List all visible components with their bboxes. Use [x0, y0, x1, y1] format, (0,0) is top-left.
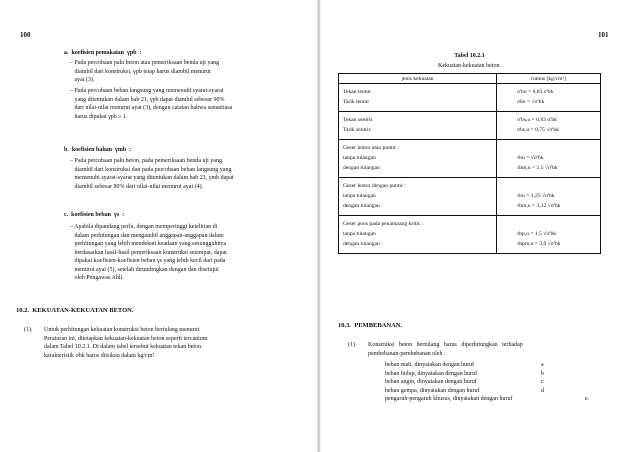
strength-table — [338, 73, 601, 254]
strength-formula: σ'bu = 0,83 σ'bk — [517, 89, 554, 95]
section-10-2-para-number: (1). — [24, 327, 33, 333]
strength-type-label: Tekan sentris — [343, 117, 373, 123]
strength-type-cell — [339, 84, 497, 112]
col-header-formula: rumus [kg/cm²] — [497, 74, 601, 84]
item-b-bullet-1: – Pada percobaan palu beton, pada pemeriksaan benda uji yang diambil dari konstruksi dan pada percobaan beban langsung yang memenuhi syarat-syarat yang ditentukan dalam bab 21, γmb dapat diambil sebesar 80% dari nilai-nilai menurut ayat (4). — [70, 158, 234, 190]
table-row — [339, 216, 601, 254]
strength-formula: σ'bs,u = 0,83 σ'bk — [517, 117, 557, 123]
item-c-title: c. koefisien beban γs : — [64, 212, 125, 218]
strength-formula: σbs,u = 0,75 √σ'bk — [517, 127, 560, 133]
table-title: Tabel 10.2.1 — [454, 53, 485, 59]
strength-formula-cell — [497, 178, 601, 216]
load-item-label: beban angin, dinyatakan dengan huruf — [385, 379, 477, 385]
section-10-2-paragraph: Untuk perhitungan kekuatan konstruksi beton bertulang menurut Peraturan ini, ditetapkan kekuatan-kekuatan beton seperti tercantum dalam Tabel 10.2.1. Di dalam tabel tersebut kekuatan tekan beton karakteristik σbk harus diisikan dalam kg/cm². — [44, 327, 208, 359]
strength-formula: τbp,u = 1,5 √σ'bk — [517, 231, 557, 237]
strength-type-label: Tarik sentris — [343, 127, 371, 133]
load-item-label: beban hidup, dinyatakan dengan huruf — [385, 370, 478, 377]
table-row — [339, 112, 601, 140]
load-item-letter: d — [541, 387, 544, 394]
table-row — [339, 178, 601, 216]
strength-formula: τbm,u = 2,5 √σ'bk — [517, 165, 558, 171]
load-item-label: beban mati, dinyatakan dengan huruf — [385, 362, 475, 368]
strength-type-label: tanpa tulangan — [343, 231, 376, 237]
strength-formula — [517, 181, 597, 191]
strength-formula: τbm,u = 3,12 √σ'bk — [517, 203, 561, 209]
strength-formula-cell — [497, 216, 601, 254]
strength-type-label: tanpa tulangan — [343, 193, 376, 199]
load-item-letter: e. — [585, 396, 590, 402]
strength-type-label: Geser pons pada penampang kritis : — [343, 221, 424, 227]
strength-type-label: dengan tulangan — [343, 241, 380, 247]
strength-type-label: dengan tulangan — [343, 165, 380, 171]
load-item-label: beban gempa, dinyatakan dengan huruf — [385, 387, 480, 394]
item-a-bullet-1: – Pada percobaan palu beton atau pemeriksaan benda uji yang diambil dari konstruksi, γpb tetap harus diambil menurut ayat (3). — [70, 60, 220, 83]
item-a-title: a. koefisien pemakaian γpb : — [64, 50, 142, 56]
load-item-label: pengaruh-pengaruh khusus, dinyatakan dengan huruf — [385, 396, 513, 402]
item-a-bullet-2: – Pada percobaan beban langsung yang memenuhi syarat-syarat yang ditentukan dalam bab 21, γpb dapat diambil sebesar 90% dari nilai-nilai menurut ayat (3), dengan catatan bahwa senantiasa harus dipakai γpb ≥ 1. — [70, 88, 233, 120]
strength-formula: τbpm,u = 3,0 √σ'bk — [517, 241, 561, 247]
table-row — [339, 84, 601, 112]
section-10-3-para-number: (1). — [348, 342, 357, 348]
strength-formula: σbu = √σ'bk — [517, 99, 545, 105]
item-b-title: b. koefisien bahan γmb : — [64, 147, 132, 153]
section-10-3-heading: 10.3. PEMBEBANAN. — [338, 322, 403, 329]
load-item-letter: b — [541, 370, 544, 377]
strength-type-label: dengan tulangan — [343, 203, 380, 209]
section-10-3-paragraph: Konstruksi beton bertulang harus diperhitungkan terhadap pembebanan-pembebanan oleh : — [368, 342, 523, 357]
item-c-bullet-1: – Apabila dipandang perlu, dengan memperinggi ketelitian di dalam perhitungan dan mengambil anggapan-anggapan dalam perhitungan yang lebih mendekati keadaan yang sesungguhnya berdasarkan hasil-hasil pemeriksaan konstruksi setempat, dapat dipakai koefisien-koefisien beban γs yang lebih kecil dari pada menurut ayat (5), setelah dirundingkan dengan dan disetujui oleh Pengawas Ahli. — [70, 224, 227, 281]
table-row — [339, 140, 601, 178]
section-10-2-heading: 10.2. KEKUATAN-KEKUATAN BETON. — [16, 307, 134, 314]
strength-formula: τbu = √σ'bk — [517, 155, 544, 161]
table-header-row — [339, 74, 601, 84]
strength-type-label: Tarik lentur — [343, 99, 370, 105]
col-header-type: jenis kekuatan — [339, 74, 497, 84]
strength-type-cell — [339, 178, 497, 216]
strength-formula — [517, 219, 597, 229]
left-page-number: 100 — [20, 31, 31, 39]
strength-formula-cell — [497, 112, 601, 140]
right-page-number: 101 — [598, 31, 609, 39]
strength-type-cell — [339, 216, 497, 254]
strength-type-cell — [339, 140, 497, 178]
strength-type-label: Tekan lentur — [343, 89, 372, 95]
strength-type-cell — [339, 112, 497, 140]
strength-formula-cell — [497, 140, 601, 178]
load-item-letter: c — [541, 379, 544, 385]
strength-type-label: tanpa tulangan — [343, 155, 376, 161]
table-subtitle: Kekuatan-kekuatan beton. — [438, 63, 501, 69]
strength-type-label: Geser lentur atau puntir : — [343, 145, 399, 151]
load-item-letter: a — [541, 362, 544, 368]
strength-formula: τbu = 1,25 √σ'bk — [517, 193, 555, 199]
strength-formula-cell — [497, 84, 601, 112]
strength-formula — [517, 143, 597, 153]
strength-type-label: Geser lentur dengan puntir : — [343, 183, 406, 189]
